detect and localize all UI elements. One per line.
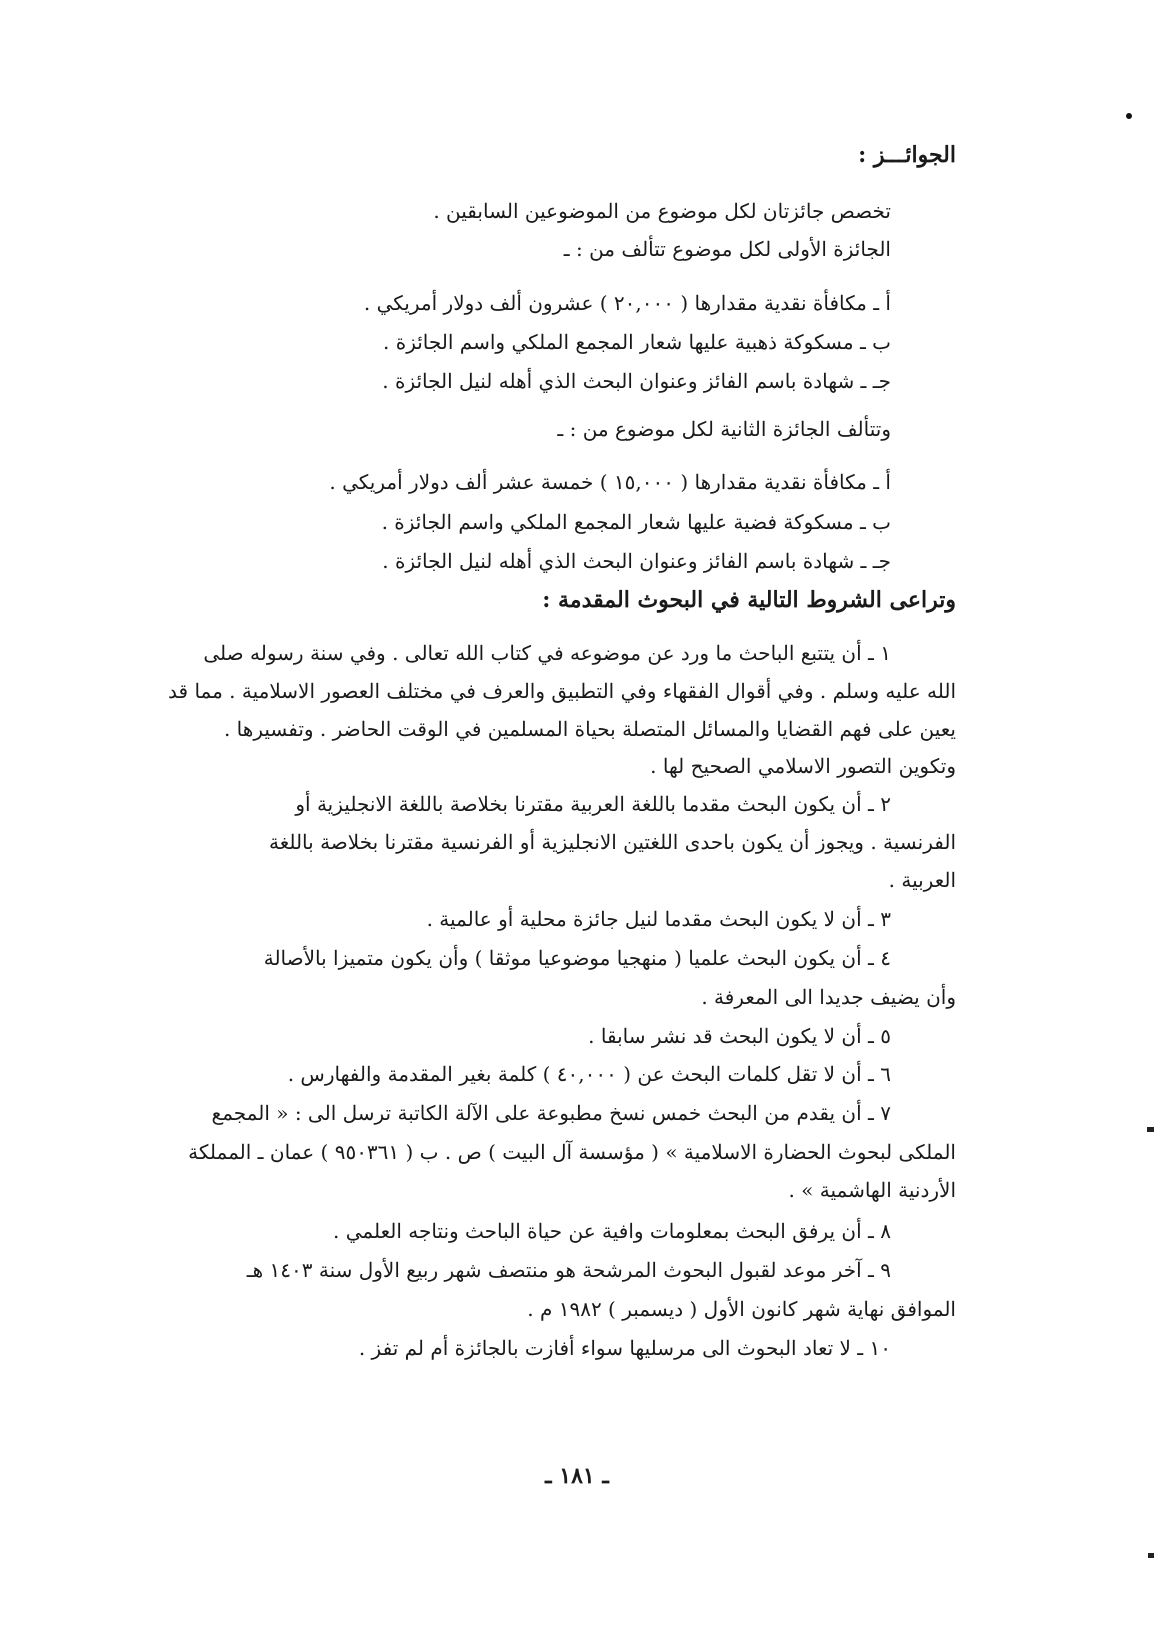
- page-number: ـ ١٨١ ـ: [545, 1463, 609, 1489]
- first-prize-item-b: ب ـ مسكوكة ذهبية عليها شعار المجمع الملكي واسم الجائزة .: [383, 330, 891, 354]
- condition-2-line-2: الفرنسية . ويجوز أن يكون باحدى اللغتين الانجليزية أو الفرنسية مقترنا بخلاصة باللغة: [268, 830, 956, 854]
- scan-edge-mark: [1147, 1127, 1154, 1132]
- first-prize-item-c: جـ ـ شهادة باسم الفائز وعنوان البحث الذي أهله لنيل الجائزة .: [382, 369, 891, 393]
- condition-4-line-1: ٤ ـ أن يكون البحث علميا ( منهجيا موضوعيا موثقا ) وأن يكون متميزا بالأصالة: [263, 946, 891, 970]
- scan-speck: [1126, 113, 1132, 119]
- condition-7-line-2: الملكى لبحوث الحضارة الاسلامية » ( مؤسسة آل البيت ) ص . ب ( ٩٥٠٣٦١ ) عمان ـ المملكة: [188, 1140, 956, 1164]
- conditions-heading: وتراعى الشروط التالية في البحوث المقدمة :: [542, 587, 956, 613]
- condition-1-line-1: ١ ـ أن يتتبع الباحث ما ورد عن موضوعه في كتاب الله تعالى . وفي سنة رسوله صلى: [203, 641, 891, 665]
- condition-7-line-3: الأردنية الهاشمية » .: [788, 1178, 956, 1202]
- condition-2-line-3: العربية .: [888, 868, 956, 892]
- prizes-intro-1: تخصص جائزتان لكل موضوع من الموضوعين السابقين .: [433, 199, 891, 223]
- second-prize-intro: وتتألف الجائزة الثانية لكل موضوع من : ـ: [557, 417, 891, 441]
- condition-10-line-1: ١٠ ـ لا تعاد البحوث الى مرسليها سواء أفازت بالجائزة أم لم تفز .: [358, 1336, 891, 1360]
- second-prize-item-b: ب ـ مسكوكة فضية عليها شعار المجمع الملكي واسم الجائزة .: [381, 510, 891, 534]
- condition-1-line-3: يعين على فهم القضايا والمسائل المتصلة بحياة المسلمين في الوقت الحاضر . وتفسيرها .: [223, 717, 956, 741]
- condition-5-line-1: ٥ ـ أن لا يكون البحث قد نشر سابقا .: [588, 1024, 891, 1048]
- condition-6-line-1: ٦ ـ أن لا تقل كلمات البحث عن ( ٤٠,٠٠٠ ) كلمة بغير المقدمة والفهارس .: [287, 1062, 891, 1086]
- second-prize-item-a: أ ـ مكافأة نقدية مقدارها ( ١٥,٠٠٠ ) خمسة عشر ألف دولار أمريكي .: [329, 470, 891, 494]
- condition-4-line-2: وأن يضيف جديدا الى المعرفة .: [701, 985, 956, 1009]
- condition-3-line-1: ٣ ـ أن لا يكون البحث مقدما لنيل جائزة محلية أو عالمية .: [426, 907, 891, 931]
- prizes-heading: الجوائـــز :: [858, 142, 956, 168]
- condition-7-line-1: ٧ ـ أن يقدم من البحث خمس نسخ مطبوعة على الآلة الكاتبة ترسل الى : « المجمع: [211, 1101, 891, 1125]
- first-prize-item-a: أ ـ مكافأة نقدية مقدارها ( ٢٠,٠٠٠ ) عشرون ألف دولار أمريكي .: [363, 291, 891, 315]
- second-prize-item-c: جـ ـ شهادة باسم الفائز وعنوان البحث الذي أهله لنيل الجائزة .: [382, 549, 891, 573]
- condition-1-line-2: الله عليه وسلم . وفي أقوال الفقهاء وفي التطبيق والعرف في مختلف العصور الاسلامية . مما قد: [168, 679, 956, 703]
- condition-8-line-1: ٨ ـ أن يرفق البحث بمعلومات وافية عن حياة الباحث ونتاجه العلمي .: [333, 1219, 891, 1243]
- condition-9-line-2: الموافق نهاية شهر كانون الأول ( ديسمبر ) ١٩٨٢ م .: [527, 1297, 956, 1321]
- prizes-intro-2: الجائزة الأولى لكل موضوع تتألف من : ـ: [563, 237, 891, 261]
- condition-9-line-1: ٩ ـ آخر موعد لقبول البحوث المرشحة هو منتصف شهر ربيع الأول سنة ١٤٠٣ هـ: [246, 1258, 891, 1282]
- scan-edge-mark: [1148, 1553, 1154, 1558]
- condition-1-line-4: وتكوين التصور الاسلامي الصحيح لها .: [650, 754, 956, 778]
- condition-2-line-1: ٢ ـ أن يكون البحث مقدما باللغة العربية مقترنا بخلاصة باللغة الانجليزية أو: [295, 792, 891, 816]
